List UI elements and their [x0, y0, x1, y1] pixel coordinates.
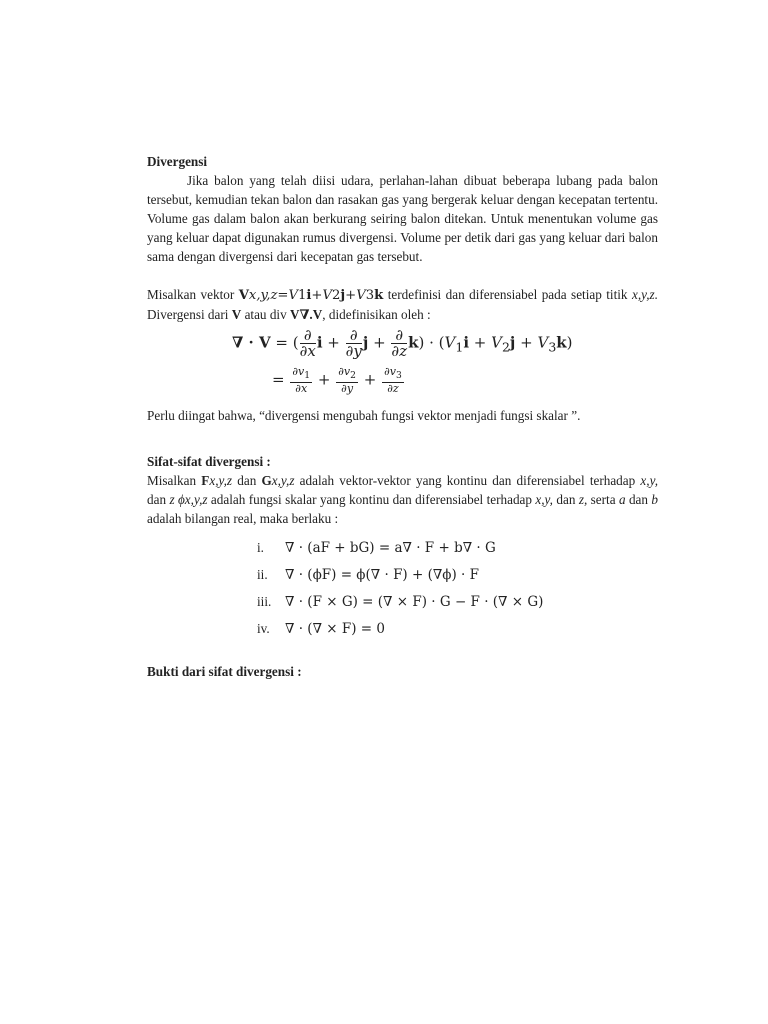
properties-list	[257, 534, 658, 642]
definition-paragraph: Misalkan vektor Vx,y,z=V1i+V2j+V3k terdefinisi dan diferensiabel pada setiap titik x,y,z. Divergensi dari V atau div V∇.V, didefinisikan oleh :	[147, 287, 658, 322]
divergence-formula: ∇ · V = ( $\frac{\partial}{\partial x}$ i + $\frac{\partial}{\partial y}$ j + $\frac{\partial}{\partial z}$ $k) \cdot (V_1i + V_2j + V_3k)$ = $\frac{\partial v_1}{\partial x}$ + $\frac{\partial v_2}{\partial y}$ + $\frac{\partial v_3}{\partial z}$	[232, 326, 573, 396]
sifat-paragraph: Misalkan Fx,y,z dan Gx,y,z adalah vektor-vektor yang kontinu dan diferensiabel terhadap x,y, dan z ϕx,y,z adalah fungsi skalar yang kontinu dan diferensiabel terhadap x,y, dan z, serta a dan b adalah bilangan real, maka berlaku :	[147, 473, 658, 526]
property-item: i. ∇ · (aF + bG) = a∇ · F + b∇ · G	[257, 540, 496, 556]
property-item: iii. ∇ · (F × G) = (∇ × F) · G − F · (∇ × G)	[257, 594, 544, 610]
section-heading-sifat: Sifat-sifat divergensi :	[147, 454, 271, 469]
property-item: ii. ∇ · (ϕF) = ϕ(∇ · F) + (∇ϕ) · F	[257, 567, 479, 583]
section-heading-bukti: Bukti dari sifat divergensi :	[147, 664, 302, 679]
note-paragraph: Perlu diingat bahwa, “divergensi mengubah fungsi vektor menjadi fungsi skalar ”.	[147, 408, 581, 423]
intro-paragraph: Jika balon yang telah diisi udara, perlahan-lahan dibuat beberapa lubang pada balon tersebut, kemudian tekan balon dan rasakan gas yang bergerak keluar dengan kecepatan tertentu. Volume gas dalam balon akan berkurang seiring balon ditekan. Untuk menentukan volume gas yang keluar dapat digunakan rumus divergensi. Volume per detik dari gas yang keluar dari balon sama dengan divergensi dari kecepatan gas tersebut.	[147, 173, 658, 264]
property-item: iv. ∇ · (∇ × F) = 0	[257, 621, 386, 637]
section-heading-divergensi: Divergensi	[147, 154, 208, 169]
document-page	[147, 152, 658, 681]
vector-v-expression: Vx,y,z=V1i+V2j+V3k	[238, 288, 384, 303]
